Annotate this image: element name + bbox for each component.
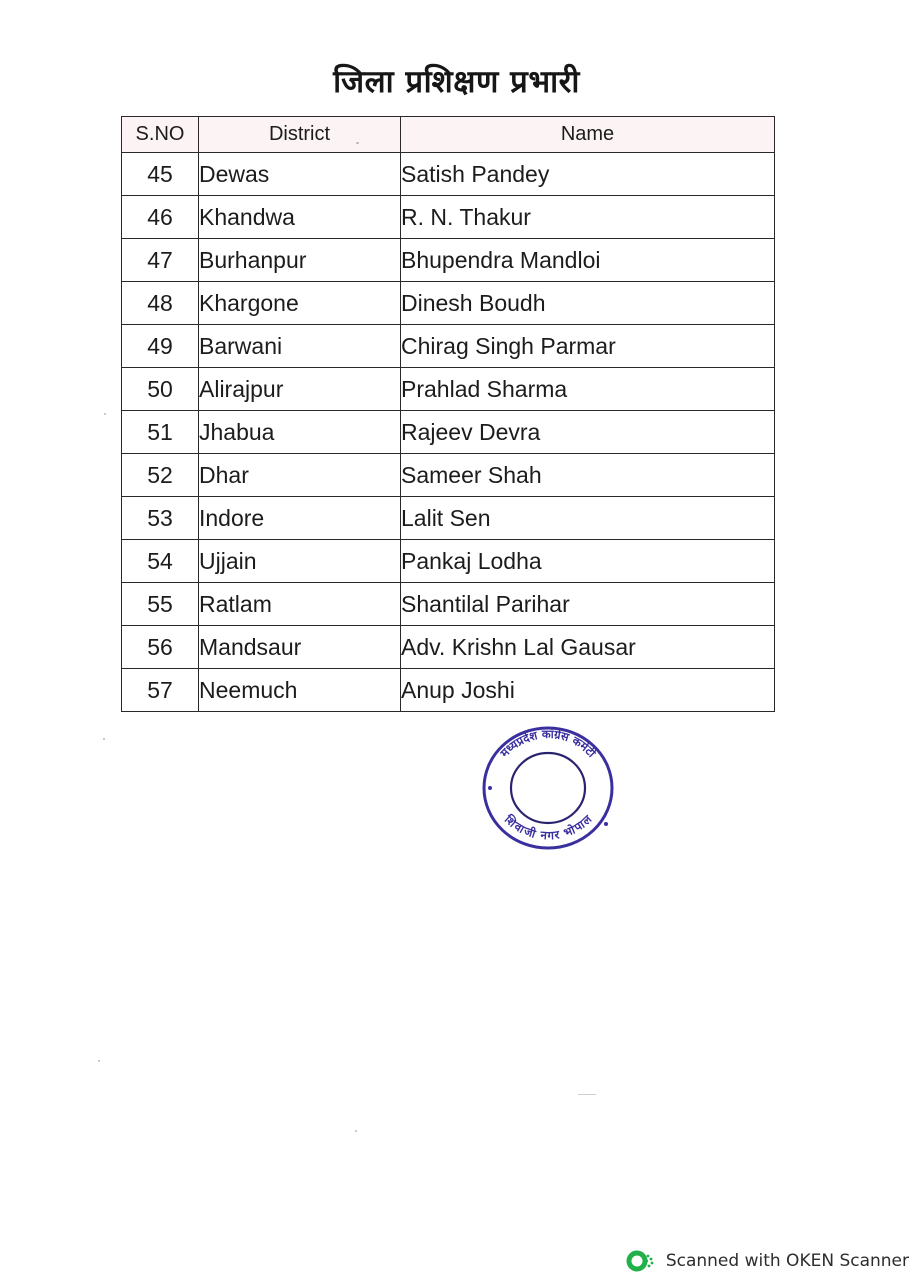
cell-sno: 53 — [122, 497, 199, 540]
cell-name: Satish Pandey — [401, 153, 775, 196]
table-row — [122, 540, 775, 583]
stamp-inner-ring — [511, 753, 585, 823]
table-row — [122, 669, 775, 712]
cell-sno: 47 — [122, 239, 199, 282]
table-row — [122, 153, 775, 196]
cell-district: Indore — [199, 497, 401, 540]
oken-scanner-logo-icon — [626, 1250, 656, 1272]
table-row — [122, 454, 775, 497]
cell-name: R. N. Thakur — [401, 196, 775, 239]
page-title: जिला प्रशिक्षण प्रभारी — [333, 64, 580, 100]
table-row — [122, 626, 775, 669]
cell-district: Alirajpur — [199, 368, 401, 411]
scanner-watermark-text: Scanned with OKEN Scanner — [665, 1251, 909, 1271]
cell-district: Jhabua — [199, 411, 401, 454]
scan-speck — [104, 413, 106, 415]
cell-district: Neemuch — [199, 669, 401, 712]
cell-name: Dinesh Boudh — [401, 282, 775, 325]
cell-district: Dewas — [199, 153, 401, 196]
cell-district: Ratlam — [199, 583, 401, 626]
cell-sno: 56 — [122, 626, 199, 669]
cell-sno: 49 — [122, 325, 199, 368]
cell-sno: 52 — [122, 454, 199, 497]
cell-name: Rajeev Devra — [401, 411, 775, 454]
cell-name: Bhupendra Mandloi — [401, 239, 775, 282]
scan-speck — [103, 738, 105, 740]
cell-name: Chirag Singh Parmar — [401, 325, 775, 368]
cell-sno: 51 — [122, 411, 199, 454]
stamp-text-top: मध्यप्रदेश कांग्रेस कमेटी — [497, 726, 599, 760]
table-row — [122, 196, 775, 239]
cell-name: Shantilal Parihar — [401, 583, 775, 626]
cell-district: Khandwa — [199, 196, 401, 239]
scan-speck — [98, 1060, 100, 1062]
stamp-dot-left — [488, 786, 492, 790]
header-sno: S.NO — [122, 117, 199, 153]
table-row — [122, 368, 775, 411]
header-district: District — [199, 117, 401, 153]
cell-district: Mandsaur — [199, 626, 401, 669]
cell-district: Barwani — [199, 325, 401, 368]
table-row — [122, 239, 775, 282]
table-row — [122, 282, 775, 325]
cell-name: Prahlad Sharma — [401, 368, 775, 411]
cell-sno: 55 — [122, 583, 199, 626]
cell-sno: 50 — [122, 368, 199, 411]
cell-sno: 46 — [122, 196, 199, 239]
stamp-text-bottom: शिवाजी नगर भोपाल — [501, 812, 595, 843]
cell-sno: 45 — [122, 153, 199, 196]
cell-sno: 48 — [122, 282, 199, 325]
table-row — [122, 325, 775, 368]
cell-district: Khargone — [199, 282, 401, 325]
header-name: Name — [401, 117, 775, 153]
scan-speck — [578, 1094, 596, 1095]
stamp-dot-right — [604, 822, 608, 826]
scan-speck — [355, 1130, 357, 1132]
table-row — [122, 583, 775, 626]
cell-sno: 54 — [122, 540, 199, 583]
cell-name: Adv. Krishn Lal Gausar — [401, 626, 775, 669]
scan-speck — [356, 142, 359, 144]
official-stamp — [480, 724, 616, 852]
scanner-watermark — [626, 1250, 909, 1272]
table-row — [122, 411, 775, 454]
table-header-row — [122, 117, 775, 153]
cell-district: Ujjain — [199, 540, 401, 583]
cell-sno: 57 — [122, 669, 199, 712]
table-row — [122, 497, 775, 540]
cell-district: Dhar — [199, 454, 401, 497]
district-trainers-table — [121, 116, 775, 712]
cell-name: Anup Joshi — [401, 669, 775, 712]
cell-name: Sameer Shah — [401, 454, 775, 497]
cell-name: Pankaj Lodha — [401, 540, 775, 583]
cell-district: Burhanpur — [199, 239, 401, 282]
cell-name: Lalit Sen — [401, 497, 775, 540]
